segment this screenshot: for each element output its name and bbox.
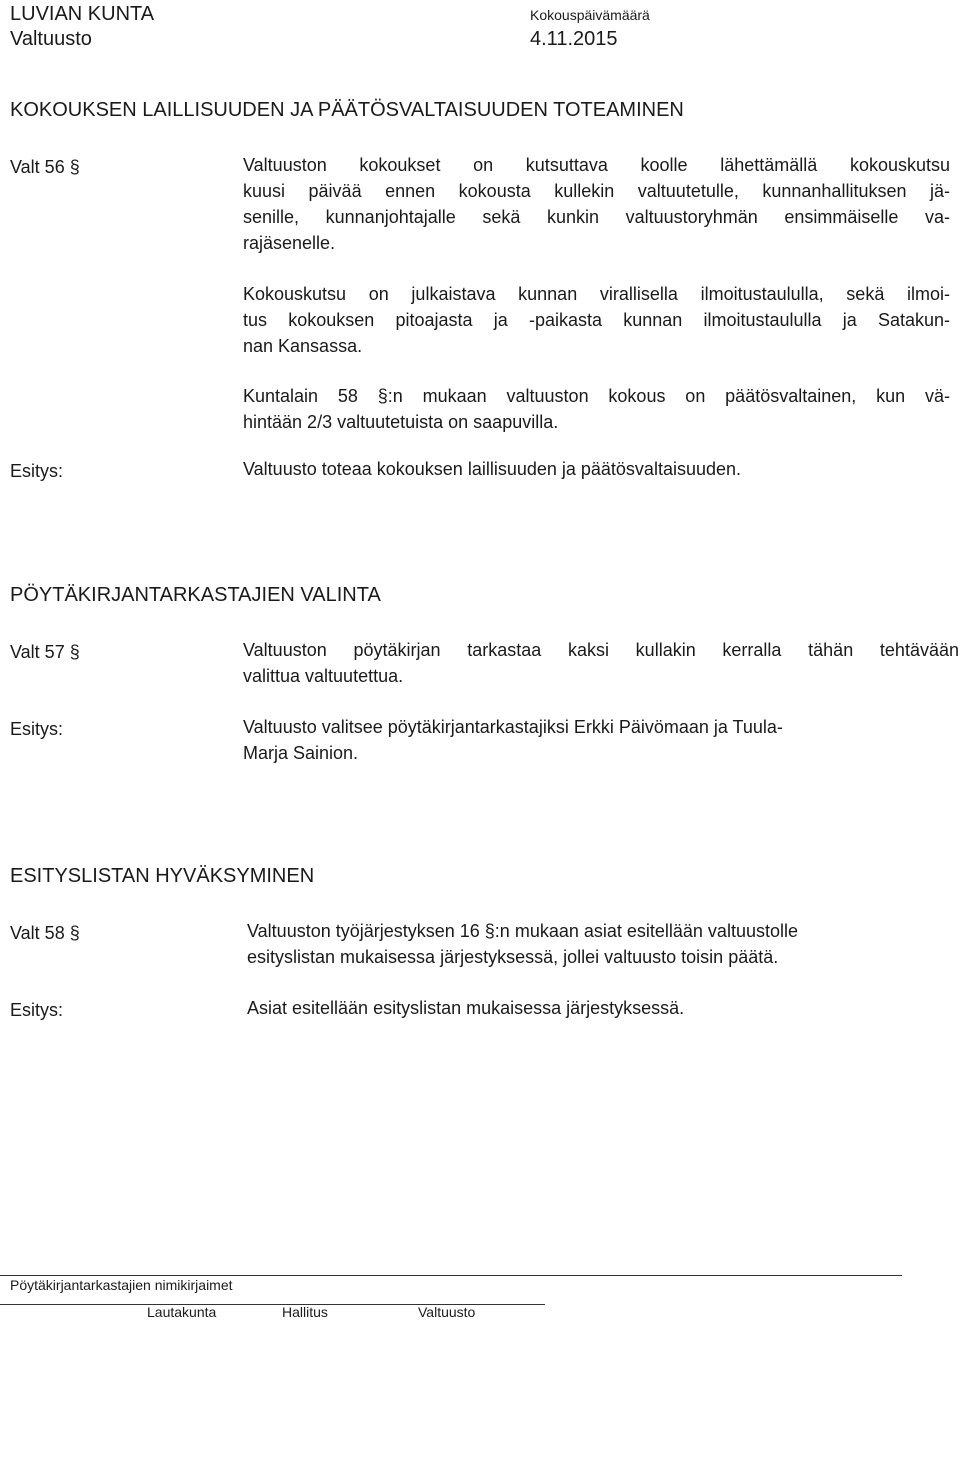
proposal-label: Esitys: bbox=[10, 1000, 64, 1020]
signature-body: Valtuusto bbox=[418, 1304, 476, 1320]
paragraph bbox=[243, 637, 959, 689]
paragraph bbox=[243, 281, 950, 359]
text-line: hintään 2/3 valtuutetuista on saapuvilla. bbox=[243, 412, 559, 432]
text-line: Kuntalain 58 §:n mukaan valtuuston kokous on päätösvaltainen, kun vä- bbox=[243, 386, 950, 406]
text-line: valittua valtuutettua. bbox=[243, 666, 404, 686]
section-title: ESITYSLISTAN HYVÄKSYMINEN bbox=[10, 865, 315, 887]
text-line: Valtuusto valitsee pöytäkirjantarkastajiksi Erkki Päivömaan ja Tuula- bbox=[243, 717, 783, 737]
text-line: Kokouskutsu on julkaistava kunnan virallisella ilmoitustaululla, sekä ilmoi- bbox=[243, 284, 950, 304]
text-line: kuusi päivää ennen kokousta kullekin valtuutetulle, kunnanhallituksen jä- bbox=[243, 181, 950, 201]
text-line: esityslistan mukaisessa järjestyksessä, jollei valtuusto toisin päätä. bbox=[247, 947, 779, 967]
paragraph bbox=[243, 152, 950, 256]
proposal-text bbox=[243, 714, 950, 766]
section-title: PÖYTÄKIRJANTARKASTAJIEN VALINTA bbox=[10, 584, 381, 606]
item-number: Valt 58 § bbox=[10, 923, 80, 943]
proposal-label: Esitys: bbox=[10, 461, 64, 481]
proposal-text bbox=[247, 995, 950, 1021]
signatures-label: Pöytäkirjantarkastajien nimikirjaimet bbox=[10, 1277, 233, 1293]
item-number: Valt 57 § bbox=[10, 642, 80, 662]
organ-name: Valtuusto bbox=[10, 28, 92, 50]
proposal-text bbox=[243, 456, 950, 482]
text-line: Valtuusto toteaa kokouksen laillisuuden ja päätösvaltaisuuden. bbox=[243, 459, 742, 479]
municipality-name: LUVIAN KUNTA bbox=[10, 3, 155, 25]
signature-body: Hallitus bbox=[282, 1304, 328, 1320]
text-line: nan Kansassa. bbox=[243, 336, 363, 356]
text-line: Asiat esitellään esityslistan mukaisessa järjestyksessä. bbox=[247, 998, 685, 1018]
text-line: rajäsenelle. bbox=[243, 233, 336, 253]
paragraph bbox=[243, 383, 950, 435]
text-line: Marja Sainion. bbox=[243, 743, 359, 763]
text-line: senille, kunnanjohtajalle sekä kunkin valtuustoryhmän ensimmäiselle va- bbox=[243, 207, 950, 227]
section-title: KOKOUKSEN LAILLISUUDEN JA PÄÄTÖSVALTAISUUDEN TOTEAMINEN bbox=[10, 99, 684, 121]
item-number: Valt 56 § bbox=[10, 157, 80, 177]
text-line: Valtuuston kokoukset on kutsuttava koolle lähettämällä kokouskutsu bbox=[243, 155, 950, 175]
meeting-date: 4.11.2015 bbox=[530, 28, 618, 50]
text-line: Valtuuston pöytäkirjan tarkastaa kaksi kullakin kerralla tähän tehtävään bbox=[243, 640, 959, 660]
signature-body: Lautakunta bbox=[147, 1304, 217, 1320]
proposal-label: Esitys: bbox=[10, 719, 64, 739]
text-line: Valtuuston työjärjestyksen 16 §:n mukaan asiat esitellään valtuustolle bbox=[247, 921, 798, 941]
paragraph bbox=[247, 918, 950, 970]
meeting-date-label: Kokouspäivämäärä bbox=[530, 7, 650, 23]
text-line: tus kokouksen pitoajasta ja -paikasta kunnan ilmoitustaululla ja Satakun- bbox=[243, 310, 950, 330]
